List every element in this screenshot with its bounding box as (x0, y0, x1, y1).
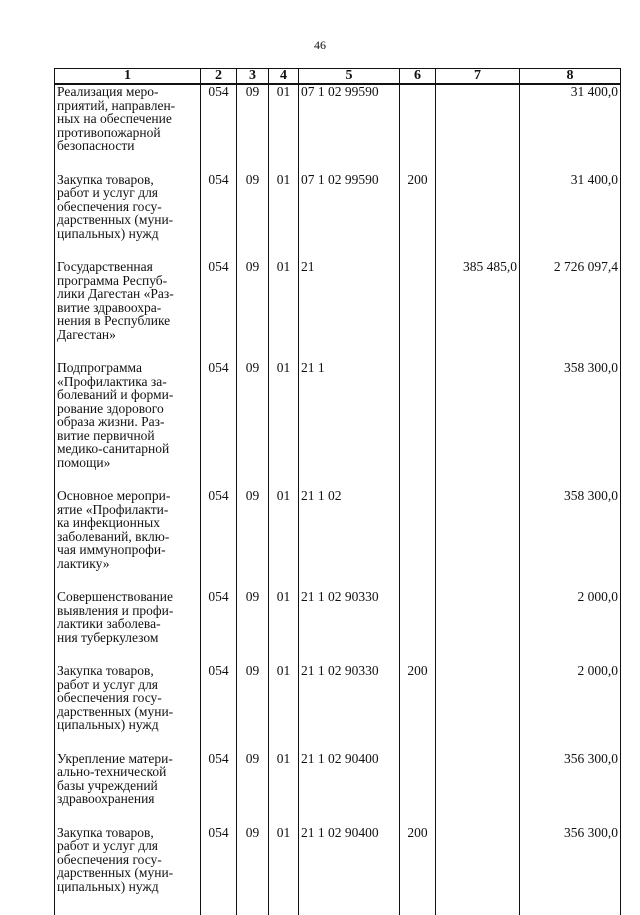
cell-item-name (55, 361, 201, 489)
cell-expense-type-code (400, 590, 436, 664)
cell-target-article-code: 21 (299, 260, 400, 361)
item-name-line: витие первичной (57, 427, 155, 443)
item-name-line: обеспечения госу- (57, 690, 162, 705)
cell-amount-col7 (436, 361, 520, 489)
cell-target-article-code: 21 1 02 90330 (299, 664, 400, 752)
cell-section-code: 09 (237, 489, 269, 590)
cell-amount-col8: 2 726 097,4 (520, 260, 621, 361)
item-name-line: дарственных (муни- (57, 865, 174, 880)
cell-subsection-code: 01 (269, 260, 299, 361)
item-name-line: ципальных) нужд (57, 717, 159, 732)
cell-amount-col7 (436, 590, 520, 664)
cell-amount-col8: 356 300,0 (520, 826, 621, 894)
table-row (55, 826, 621, 894)
item-name-line: здравоохранения (57, 791, 155, 806)
item-name-line: Совершенствование (57, 589, 173, 604)
table-row (55, 84, 621, 173)
item-name-line: Дагестан» (57, 326, 116, 342)
cell-item-name (55, 489, 201, 590)
cell-ministry-code: 054 (201, 752, 237, 826)
item-name-line: болеваний и форми- (57, 387, 174, 402)
cell-target-article-code: 21 1 02 90400 (299, 826, 400, 894)
cell-target-article-code: 21 1 02 90330 (299, 590, 400, 664)
cell-target-article-code: 21 1 02 (299, 489, 400, 590)
cell-amount-col8: 358 300,0 (520, 489, 621, 590)
item-name-line: Закупка товаров, (57, 824, 154, 840)
item-name-line: ципальных) нужд (57, 225, 159, 241)
cell-ministry-code: 054 (201, 489, 237, 590)
cell-amount-col8: 2 000,0 (520, 590, 621, 664)
item-name-line: рование здорового (57, 400, 164, 416)
item-name-line: нения в Республике (57, 313, 171, 328)
cell-ministry-code: 054 (201, 826, 237, 894)
cell-item-name (55, 84, 201, 173)
column-header-2: 2 (201, 69, 237, 85)
cell-amount-col7: 385 485,0 (436, 260, 520, 361)
cell-expense-type-code (400, 260, 436, 361)
cell-ministry-code: 054 (201, 84, 237, 173)
column-header-8: 8 (520, 69, 621, 85)
cell-amount-col7 (436, 173, 520, 261)
item-name-line: лики Дагестан «Раз- (57, 286, 174, 301)
cell-expense-type-code: 200 (400, 826, 436, 894)
item-name-line: ципальных) нужд (57, 878, 159, 894)
cell-subsection-code: 01 (269, 361, 299, 489)
cell-section-code: 09 (237, 361, 269, 489)
item-name-line: Подпрограмма (57, 360, 142, 375)
table-body (55, 84, 621, 915)
item-name-line: дарственных (муни- (57, 703, 174, 719)
cell-item-name (55, 260, 201, 361)
cell-target-article-code: 07 1 02 99590 (299, 84, 400, 173)
table-row (55, 260, 621, 361)
cell-section-code: 09 (237, 826, 269, 894)
column-header-6: 6 (400, 69, 436, 85)
header-row (55, 69, 621, 85)
item-name-line: приятий, направлен- (57, 97, 176, 113)
item-name-line: выявления и профи- (57, 602, 174, 618)
cell-item-name (55, 826, 201, 894)
item-name-line: Основное меропри- (57, 488, 171, 503)
item-name-line: Укрепление матери- (57, 750, 173, 766)
cell-subsection-code: 01 (269, 664, 299, 752)
item-name-line: обеспечения госу- (57, 851, 162, 867)
table-row (55, 361, 621, 489)
item-name-line: ния туберкулезом (57, 629, 159, 645)
table-row (55, 752, 621, 826)
cell-section-code: 09 (237, 84, 269, 173)
cell-target-article-code: 21 1 (299, 361, 400, 489)
table-row (55, 173, 621, 261)
item-name-line: противопожарной (57, 124, 161, 140)
cell-ministry-code: 054 (201, 664, 237, 752)
cell-expense-type-code (400, 489, 436, 590)
item-name-line: ных на обеспечение (57, 111, 172, 126)
item-name-line: ятие «Профилакти- (57, 501, 169, 517)
item-name-line: лактики заболева- (57, 616, 161, 631)
cell-ministry-code: 054 (201, 361, 237, 489)
cell-amount-col8: 31 400,0 (520, 84, 621, 173)
item-name-line: программа Респуб- (57, 272, 168, 288)
cell-ministry-code: 054 (201, 173, 237, 261)
cell-section-code: 09 (237, 590, 269, 664)
cell-amount-col8: 356 300,0 (520, 752, 621, 826)
cell-expense-type-code: 200 (400, 173, 436, 261)
table-row (55, 590, 621, 664)
cell-item-name (55, 664, 201, 752)
cell-expense-type-code (400, 361, 436, 489)
item-name-line: ка инфекционных (57, 515, 160, 530)
cell-item-name (55, 752, 201, 826)
cell-section-code: 09 (237, 664, 269, 752)
column-header-5: 5 (299, 69, 400, 85)
column-header-1: 1 (55, 69, 201, 85)
page-number: 46 (314, 38, 326, 52)
cell-section-code: 09 (237, 260, 269, 361)
cell-ministry-code: 054 (201, 260, 237, 361)
table-tail (55, 893, 621, 915)
cell-amount-col7 (436, 84, 520, 173)
column-header-4: 4 (269, 69, 299, 85)
cell-expense-type-code (400, 752, 436, 826)
cell-expense-type-code (400, 84, 436, 173)
cell-amount-col8: 358 300,0 (520, 361, 621, 489)
cell-item-name (55, 590, 201, 664)
item-name-line: чая иммунопрофи- (57, 542, 166, 557)
table-row (55, 489, 621, 590)
budget-table (54, 68, 621, 915)
item-name-line: заболеваний, вклю- (57, 528, 170, 544)
item-name-line: «Профилактика за- (57, 373, 167, 389)
cell-amount-col8: 2 000,0 (520, 664, 621, 752)
item-name-line: ально-технической (57, 764, 167, 779)
cell-section-code: 09 (237, 173, 269, 261)
item-name-line: дарственных (муни- (57, 212, 174, 227)
item-name-line: работ и услуг для (57, 838, 159, 853)
cell-target-article-code: 07 1 02 99590 (299, 173, 400, 261)
item-name-line: работ и услуг для (57, 185, 159, 200)
item-name-line: базы учреждений (57, 777, 158, 793)
cell-ministry-code: 054 (201, 590, 237, 664)
cell-subsection-code: 01 (269, 826, 299, 894)
cell-amount-col7 (436, 752, 520, 826)
cell-expense-type-code: 200 (400, 664, 436, 752)
cell-subsection-code: 01 (269, 752, 299, 826)
item-name-line: образа жизни. Раз- (57, 414, 165, 429)
item-name-line: Реализация меро- (57, 84, 159, 99)
item-name-line: лактику» (57, 555, 110, 571)
item-name-line: работ и услуг для (57, 676, 159, 692)
item-name-line: витие здравоохра- (57, 299, 162, 315)
item-name-line: помощи» (57, 454, 111, 470)
cell-subsection-code: 01 (269, 489, 299, 590)
cell-section-code: 09 (237, 752, 269, 826)
cell-amount-col7 (436, 489, 520, 590)
cell-target-article-code: 21 1 02 90400 (299, 752, 400, 826)
cell-item-name (55, 173, 201, 261)
cell-amount-col8: 31 400,0 (520, 173, 621, 261)
table-row (55, 664, 621, 752)
item-name-line: медико-санитарной (57, 441, 170, 456)
cell-amount-col7 (436, 664, 520, 752)
cell-amount-col7 (436, 826, 520, 894)
item-name-line: обеспечения госу- (57, 198, 162, 214)
item-name-line: безопасности (57, 138, 135, 153)
column-header-3: 3 (237, 69, 269, 85)
cell-subsection-code: 01 (269, 590, 299, 664)
item-name-line: Закупка товаров, (57, 171, 154, 187)
item-name-line: Закупка товаров, (57, 663, 154, 678)
column-header-7: 7 (436, 69, 520, 85)
cell-subsection-code: 01 (269, 84, 299, 173)
cell-subsection-code: 01 (269, 173, 299, 261)
item-name-line: Государственная (57, 259, 153, 274)
